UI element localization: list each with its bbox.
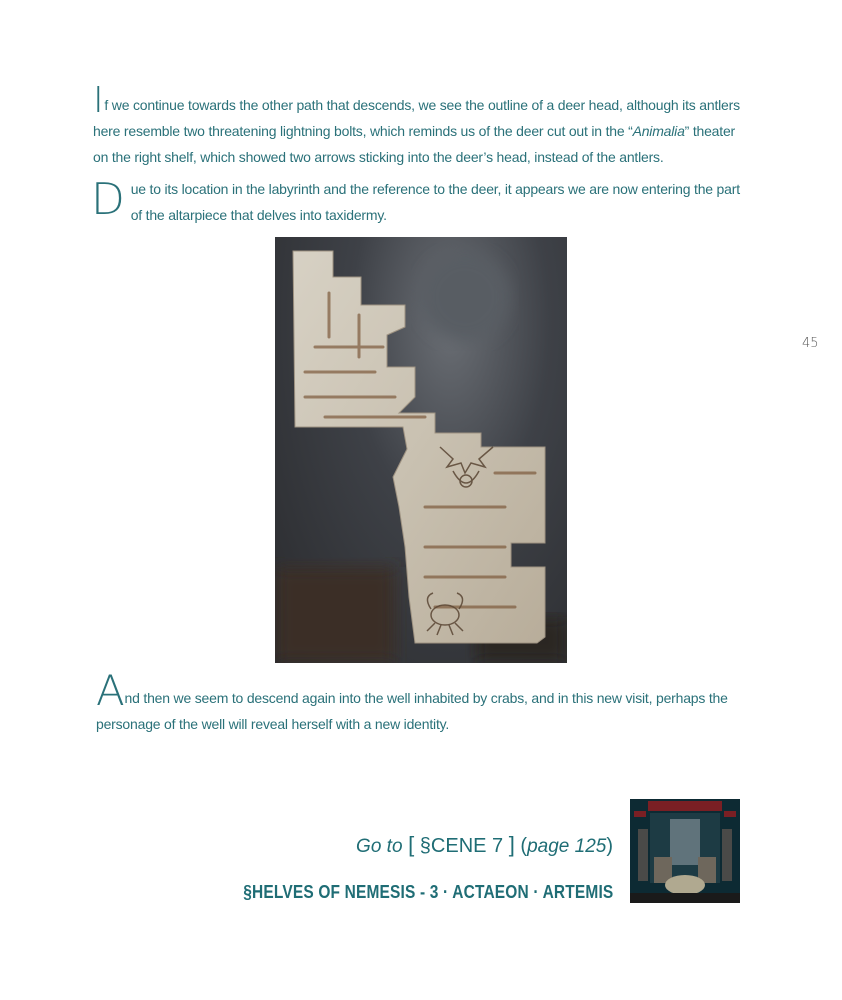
paragraph-1 <box>93 80 753 170</box>
wooden-labyrinth-piece-image <box>275 237 567 663</box>
drop-cap: I <box>93 80 104 121</box>
shelves-title[interactable]: §HELVES OF NEMESIS - 3 · ACTAEON · ARTEMIS <box>242 882 613 902</box>
paragraph-text: ue to its location in the labyrinth and the reference to the deer, it appears we are now entering the part of the altarpiece that delves into taxidermy. <box>130 181 740 223</box>
paragraph-3 <box>96 666 756 737</box>
page-number: 45 <box>802 336 819 351</box>
altarpiece-thumbnail-image <box>630 799 740 903</box>
goto-prefix: Go to <box>356 836 403 857</box>
drop-cap: A <box>96 666 125 715</box>
paren-close: ) <box>606 835 613 857</box>
paragraph-text: nd then we seem to descend again into the well inhabited by crabs, and in this new visit, perhaps the personage of the well will reveal herself with a new identity. <box>96 690 728 732</box>
labyrinth-photo <box>275 237 567 663</box>
drop-cap: D <box>91 174 125 225</box>
scene-label[interactable]: §CENE 7 <box>419 835 504 857</box>
paragraph-2 <box>93 176 753 228</box>
altarpiece-thumbnail[interactable] <box>630 799 740 903</box>
paragraph-text: ” theater on the right shelf, which showed two arrows sticking into the deer’s head, instead of the antlers. <box>93 123 736 165</box>
page-reference[interactable]: page 125 <box>527 836 607 857</box>
italic-term: Animalia <box>632 123 685 139</box>
bracket-open: [ <box>408 832 415 857</box>
goto-scene-link[interactable] <box>356 832 613 858</box>
paragraph-text: f we continue towards the other path that descends, we see the outline of a deer head, although its antlers here resemble two threatening lightning bolts, which reminds us of the deer cut out in the “ <box>93 97 740 139</box>
paren-open: ( <box>520 835 528 857</box>
bracket-close: ] <box>508 832 515 857</box>
